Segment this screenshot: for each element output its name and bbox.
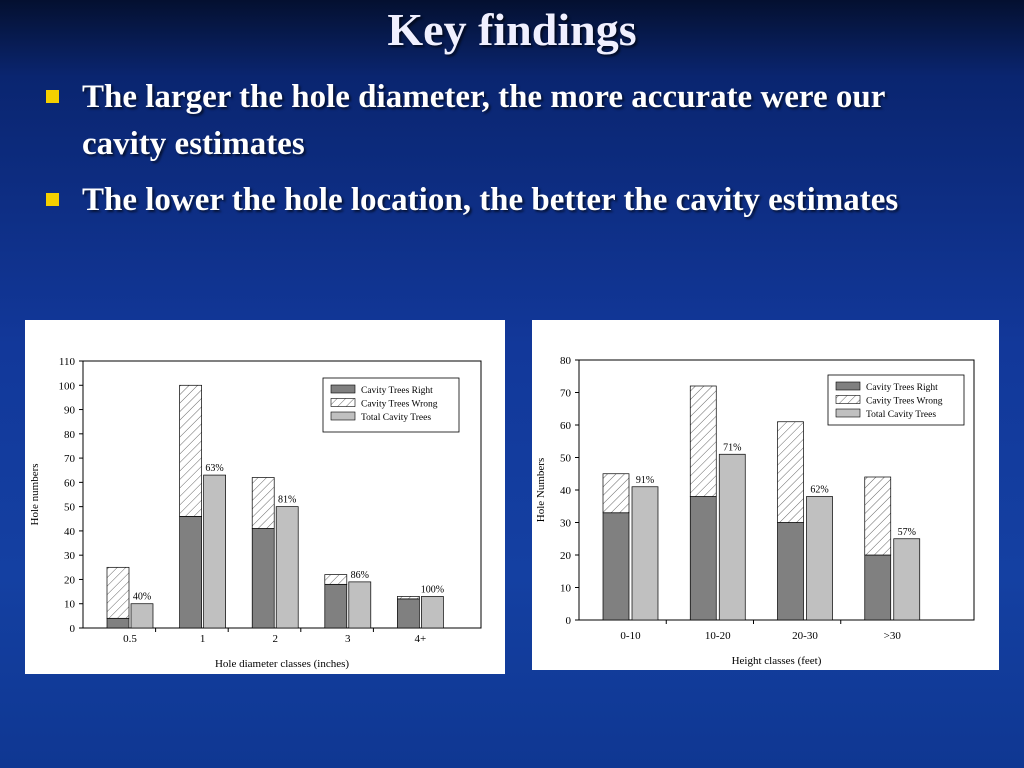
y-tick-label: 0 (69, 623, 75, 635)
x-tick-label: 2 (272, 633, 278, 645)
bar-wrong (603, 474, 629, 513)
legend-label: Cavity Trees Wrong (361, 399, 438, 410)
x-tick-label: 20-30 (792, 630, 818, 642)
bullet-text: The larger the hole diameter, the more accurate were our cavity estimates (82, 79, 885, 162)
diameter-chart (25, 320, 505, 674)
y-tick-label: 50 (64, 501, 75, 514)
bar-right (180, 516, 202, 628)
x-tick-label: 4+ (414, 633, 427, 645)
x-tick-label: 3 (345, 633, 351, 645)
data-label: 57% (897, 526, 916, 538)
legend-label: Total Cavity Trees (866, 410, 937, 420)
bar-right (252, 528, 274, 628)
legend-label: Total Cavity Trees (361, 413, 432, 423)
data-label: 62% (810, 484, 829, 496)
bullet-item (42, 177, 942, 224)
bar-right (397, 599, 419, 628)
data-label: 91% (635, 474, 655, 486)
bar-total (894, 539, 920, 620)
data-label: 86% (350, 569, 369, 581)
x-tick-label: 1 (199, 633, 206, 645)
y-tick-label: 40 (64, 525, 75, 538)
legend-label: Cavity Trees Right (866, 383, 938, 393)
bar-right (603, 513, 629, 620)
y-tick-label: 50 (560, 452, 571, 465)
bar-total (421, 596, 443, 628)
y-tick-label: 80 (64, 428, 75, 441)
data-label: 63% (205, 463, 224, 475)
height-chart (532, 320, 999, 670)
bar-right (107, 618, 129, 628)
y-tick-label: 70 (560, 387, 571, 400)
y-tick-label: 100 (58, 380, 75, 393)
bullet-text: The lower the hole location, the better the cavity estimates (82, 182, 899, 218)
y-tick-label: 40 (560, 485, 571, 497)
y-axis-label: Hole numbers (29, 463, 41, 526)
legend-swatch (836, 382, 860, 390)
x-axis-label: Height classes (feet) (731, 655, 822, 667)
x-tick-label: 10-20 (704, 630, 731, 642)
bar-wrong (180, 385, 202, 516)
bar-wrong (690, 386, 716, 497)
bar-wrong (107, 567, 129, 618)
bar-right (325, 584, 347, 628)
y-tick-label: 0 (565, 615, 571, 627)
bullet-item (42, 74, 942, 168)
legend-label: Cavity Trees Right (361, 386, 433, 396)
bar-wrong (778, 422, 804, 523)
chart-panel-height (532, 320, 999, 670)
slide-title: Key findings (387, 4, 637, 55)
data-label: 40% (132, 591, 152, 603)
bar-total (349, 582, 371, 628)
bullet-square-icon (46, 90, 59, 103)
y-tick-label: 110 (58, 356, 75, 368)
x-tick-label: 0.5 (123, 633, 137, 645)
y-tick-label: 20 (64, 574, 75, 587)
y-tick-label: 60 (560, 420, 571, 432)
legend-swatch (331, 412, 355, 420)
data-label: 81% (278, 494, 297, 506)
bar-total (276, 507, 298, 628)
bar-right (865, 555, 891, 620)
bar-total (632, 487, 658, 620)
bar-wrong (252, 478, 274, 529)
y-tick-label: 10 (560, 582, 571, 595)
y-tick-label: 10 (64, 598, 75, 611)
bullet-list (42, 74, 942, 233)
data-label: 100% (420, 584, 445, 596)
y-tick-label: 60 (64, 477, 75, 490)
y-tick-label: 70 (64, 453, 75, 466)
y-tick-label: 20 (560, 550, 571, 562)
y-tick-label: 80 (560, 355, 571, 367)
x-tick-label: 0-10 (620, 630, 641, 642)
y-tick-label: 90 (64, 404, 75, 417)
bar-right (690, 497, 716, 621)
bar-total (719, 454, 745, 620)
bar-total (131, 604, 153, 628)
bar-total (807, 497, 833, 621)
bar-right (778, 523, 804, 621)
y-tick-label: 30 (560, 517, 571, 530)
data-label: 71% (723, 442, 742, 454)
bar-total (204, 475, 226, 628)
legend-swatch (836, 409, 860, 417)
y-tick-label: 30 (64, 550, 75, 563)
bullet-square-icon (46, 193, 59, 206)
bar-wrong (325, 575, 347, 585)
legend-swatch (836, 396, 860, 404)
legend-swatch (331, 399, 355, 407)
bar-wrong (397, 596, 419, 598)
x-axis-label: Hole diameter classes (inches) (214, 658, 350, 670)
x-tick-label: >30 (883, 630, 901, 642)
chart-panel-diameter (25, 320, 505, 674)
legend-swatch (331, 385, 355, 393)
legend-label: Cavity Trees Wrong (866, 396, 943, 407)
bar-wrong (865, 477, 891, 555)
y-axis-label: Hole Numbers (535, 457, 547, 523)
